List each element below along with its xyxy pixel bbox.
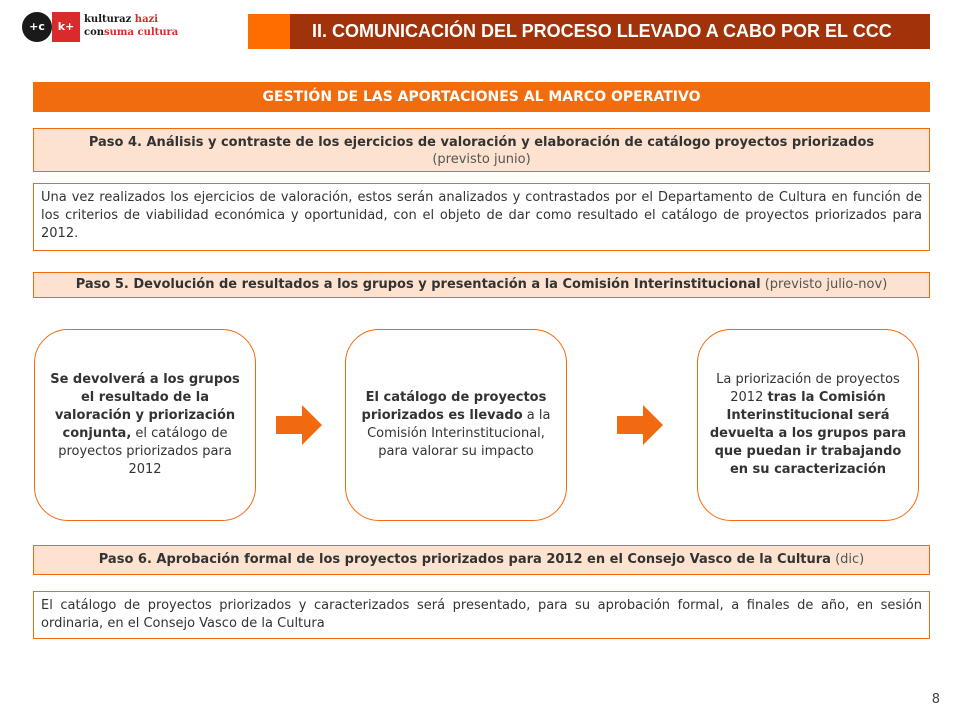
logo: [22, 10, 182, 46]
step-5-title: Paso 5. Devolución de resultados a los grupos y presentación a la Comisión Interinstitucional: [75, 277, 761, 292]
card-3-bold: tras la Comisión Interinstitucional será devuelta a los grupos para que puedan ir trabajando en su caracterización: [709, 390, 907, 477]
section-title: GESTIÓN DE LAS APORTACIONES AL MARCO OPERATIVO: [33, 82, 930, 112]
logo-line1-b: hazi: [134, 14, 159, 25]
result-card-groups: [34, 329, 256, 521]
logo-circle: +c: [22, 12, 52, 42]
card-1-text: el catálogo de proyectos priorizados para 2012: [58, 426, 232, 477]
page-number: 8: [931, 692, 940, 707]
right-arrow-icon: [617, 405, 663, 445]
header-accent: [248, 14, 290, 49]
step-4-header: [33, 128, 930, 172]
step-6-header: [33, 545, 930, 575]
logo-line2-a: con: [84, 27, 105, 38]
logo-text: [84, 13, 178, 39]
step-6-note: (dic): [835, 552, 865, 567]
step-5-header: [33, 272, 930, 298]
result-card-characterization: [697, 329, 919, 521]
logo-line2-b: suma cultura: [104, 27, 179, 38]
card-3-text: La priorización de proyectos 2012: [716, 372, 900, 405]
step-5-note: (previsto julio-nov): [764, 277, 888, 292]
step-4-description: Una vez realizados los ejercicios de valoración, estos serán analizados y contrastados por el Departamento de Cultura en función de los criterios de viabilidad económica y oportunidad, con el objeto de dar como resultado el catálogo de proyectos priorizados para 2012.: [33, 183, 930, 251]
card-1-bold: Se devolverá a los grupos el resultado de la valoración y priorización conjunta,: [50, 372, 240, 441]
card-2-bold: El catálogo de proyectos priorizados es llevado: [361, 390, 547, 423]
step-4-note: (previsto junio): [432, 152, 531, 167]
step-6-title: Paso 6. Aprobación formal de los proyectos priorizados para 2012 en el Consejo Vasco de la Cultura: [98, 552, 831, 567]
logo-line1-a: kulturaz: [84, 14, 135, 25]
card-2-text: a la Comisión Interinstitucional, para valorar su impacto: [367, 408, 551, 459]
logo-box: k+: [52, 12, 80, 42]
right-arrow-icon: [276, 405, 322, 445]
step-4-title: Paso 4. Análisis y contraste de los ejercicios de valoración y elaboración de catálogo proyectos priorizados: [88, 135, 875, 150]
result-card-commission: [345, 329, 567, 521]
step-6-description: El catálogo de proyectos priorizados y caracterizados será presentado, para su aprobación formal, a finales de año, en sesión ordinaria, en el Consejo Vasco de la Cultura: [33, 591, 930, 639]
page-title: II. COMUNICACIÓN DEL PROCESO LLEVADO A CABO POR EL CCC: [290, 14, 930, 49]
